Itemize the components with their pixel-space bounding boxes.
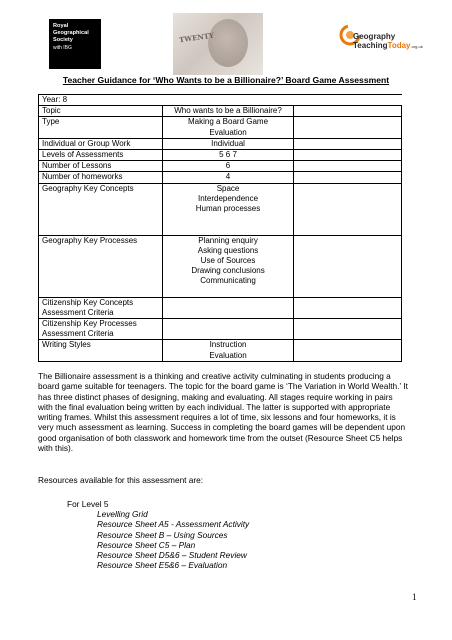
table-label: Number of homeworks xyxy=(39,172,163,183)
table-empty xyxy=(294,106,402,117)
table-label: Topic xyxy=(39,106,163,117)
gtt-line2a: Teaching xyxy=(353,41,388,50)
table-row xyxy=(39,138,402,149)
table-value: 5 6 7 xyxy=(162,150,294,161)
rgs-logo-sub: with IBG xyxy=(53,44,72,51)
guidance-table xyxy=(38,94,402,362)
list-item: Resource Sheet E5&6 – Evaluation xyxy=(97,560,228,571)
table-row xyxy=(39,319,402,340)
table-empty xyxy=(294,235,402,297)
table-empty xyxy=(294,340,402,361)
level-label: For Level 5 xyxy=(67,499,109,509)
table-value: Planning enquiry Asking questions Use of Sources Drawing conclusions Communicating xyxy=(162,235,294,297)
table-label: Levels of Assessments xyxy=(39,150,163,161)
gtt-ext: .org.uk xyxy=(410,44,423,49)
banknote-portrait xyxy=(208,19,248,67)
banknote-image xyxy=(173,13,263,75)
table-row xyxy=(39,161,402,172)
table-row xyxy=(39,297,402,318)
table-label: Geography Key Processes xyxy=(39,235,163,297)
page-title: Teacher Guidance for ‘Who Wants to be a Billionaire?’ Board Game Assessment xyxy=(62,75,390,85)
rgs-logo-line: Geographical xyxy=(53,30,89,37)
table-row xyxy=(39,172,402,183)
table-value xyxy=(162,319,294,340)
table-empty xyxy=(294,117,402,138)
list-item: Resource Sheet B – Using Sources xyxy=(97,529,228,540)
table-value: Individual xyxy=(162,138,294,149)
list-item: Resource Sheet D5&6 – Student Review xyxy=(97,550,247,561)
table-label: Citizenship Key Processes Assessment Criteria xyxy=(39,319,163,340)
table-empty xyxy=(294,138,402,149)
table-row xyxy=(39,106,402,117)
table-value: Space Interdependence Human processes xyxy=(162,183,294,235)
list-item: Resource Sheet C5 – Plan xyxy=(97,539,196,550)
table-value: Who wants to be a Billionaire? xyxy=(162,106,294,117)
table-label: Number of Lessons xyxy=(39,161,163,172)
rgs-logo-line: Royal xyxy=(53,23,69,29)
resource-list xyxy=(97,509,249,571)
table-value: 4 xyxy=(162,172,294,183)
year-cell: Year: 8 xyxy=(39,95,402,106)
table-empty xyxy=(294,161,402,172)
table-empty xyxy=(294,297,402,318)
table-label: Individual or Group Work xyxy=(39,138,163,149)
table-value: 6 xyxy=(162,161,294,172)
table-empty xyxy=(294,183,402,235)
table-row xyxy=(39,150,402,161)
page-number: 1 xyxy=(412,592,417,602)
table-label: Type xyxy=(39,117,163,138)
banknote-text: TWENTY xyxy=(178,30,215,45)
geography-teaching-today-logo xyxy=(339,20,423,64)
gtt-line1: Geography xyxy=(353,32,396,41)
rgs-logo xyxy=(49,19,101,69)
table-empty xyxy=(294,319,402,340)
table-label: Geography Key Concepts xyxy=(39,183,163,235)
intro-paragraph: The Billionaire assessment is a thinking and creative activity culminating in students producing a board game suitable for teenagers. The topic for the board game is ‘The Variation in World Wealth.’ It has three distinct phases of designing, making and evaluating. All stages require working in pairs with the final evaluation being written by each individual. The latter is supported with appropriate writing frames. Whilst this assessment requires a lot of time, six lessons and four homeworks, it is very much assessment as learning. Success in completing the board games will be dependent upon good organisation of both classwork and homework time from the outset (Resource Sheet C5 helps with this). xyxy=(38,371,408,454)
table-label: Writing Styles xyxy=(39,340,163,361)
resources-intro: Resources available for this assessment are: xyxy=(38,475,204,485)
table-row xyxy=(39,235,402,297)
table-label: Citizenship Key Concepts Assessment Criteria xyxy=(39,297,163,318)
table-row xyxy=(39,117,402,138)
table-value: Making a Board Game Evaluation xyxy=(162,117,294,138)
list-item: Resource Sheet A5 - Assessment Activity xyxy=(97,519,250,530)
table-row xyxy=(39,340,402,361)
rgs-logo-line: Society xyxy=(53,37,73,44)
table-value xyxy=(162,297,294,318)
table-row xyxy=(39,183,402,235)
table-row xyxy=(39,95,402,106)
gtt-line2b: Today xyxy=(387,41,411,50)
table-empty xyxy=(294,172,402,183)
table-value: Instruction Evaluation xyxy=(162,340,294,361)
list-item: Levelling Grid xyxy=(97,509,148,519)
table-empty xyxy=(294,150,402,161)
